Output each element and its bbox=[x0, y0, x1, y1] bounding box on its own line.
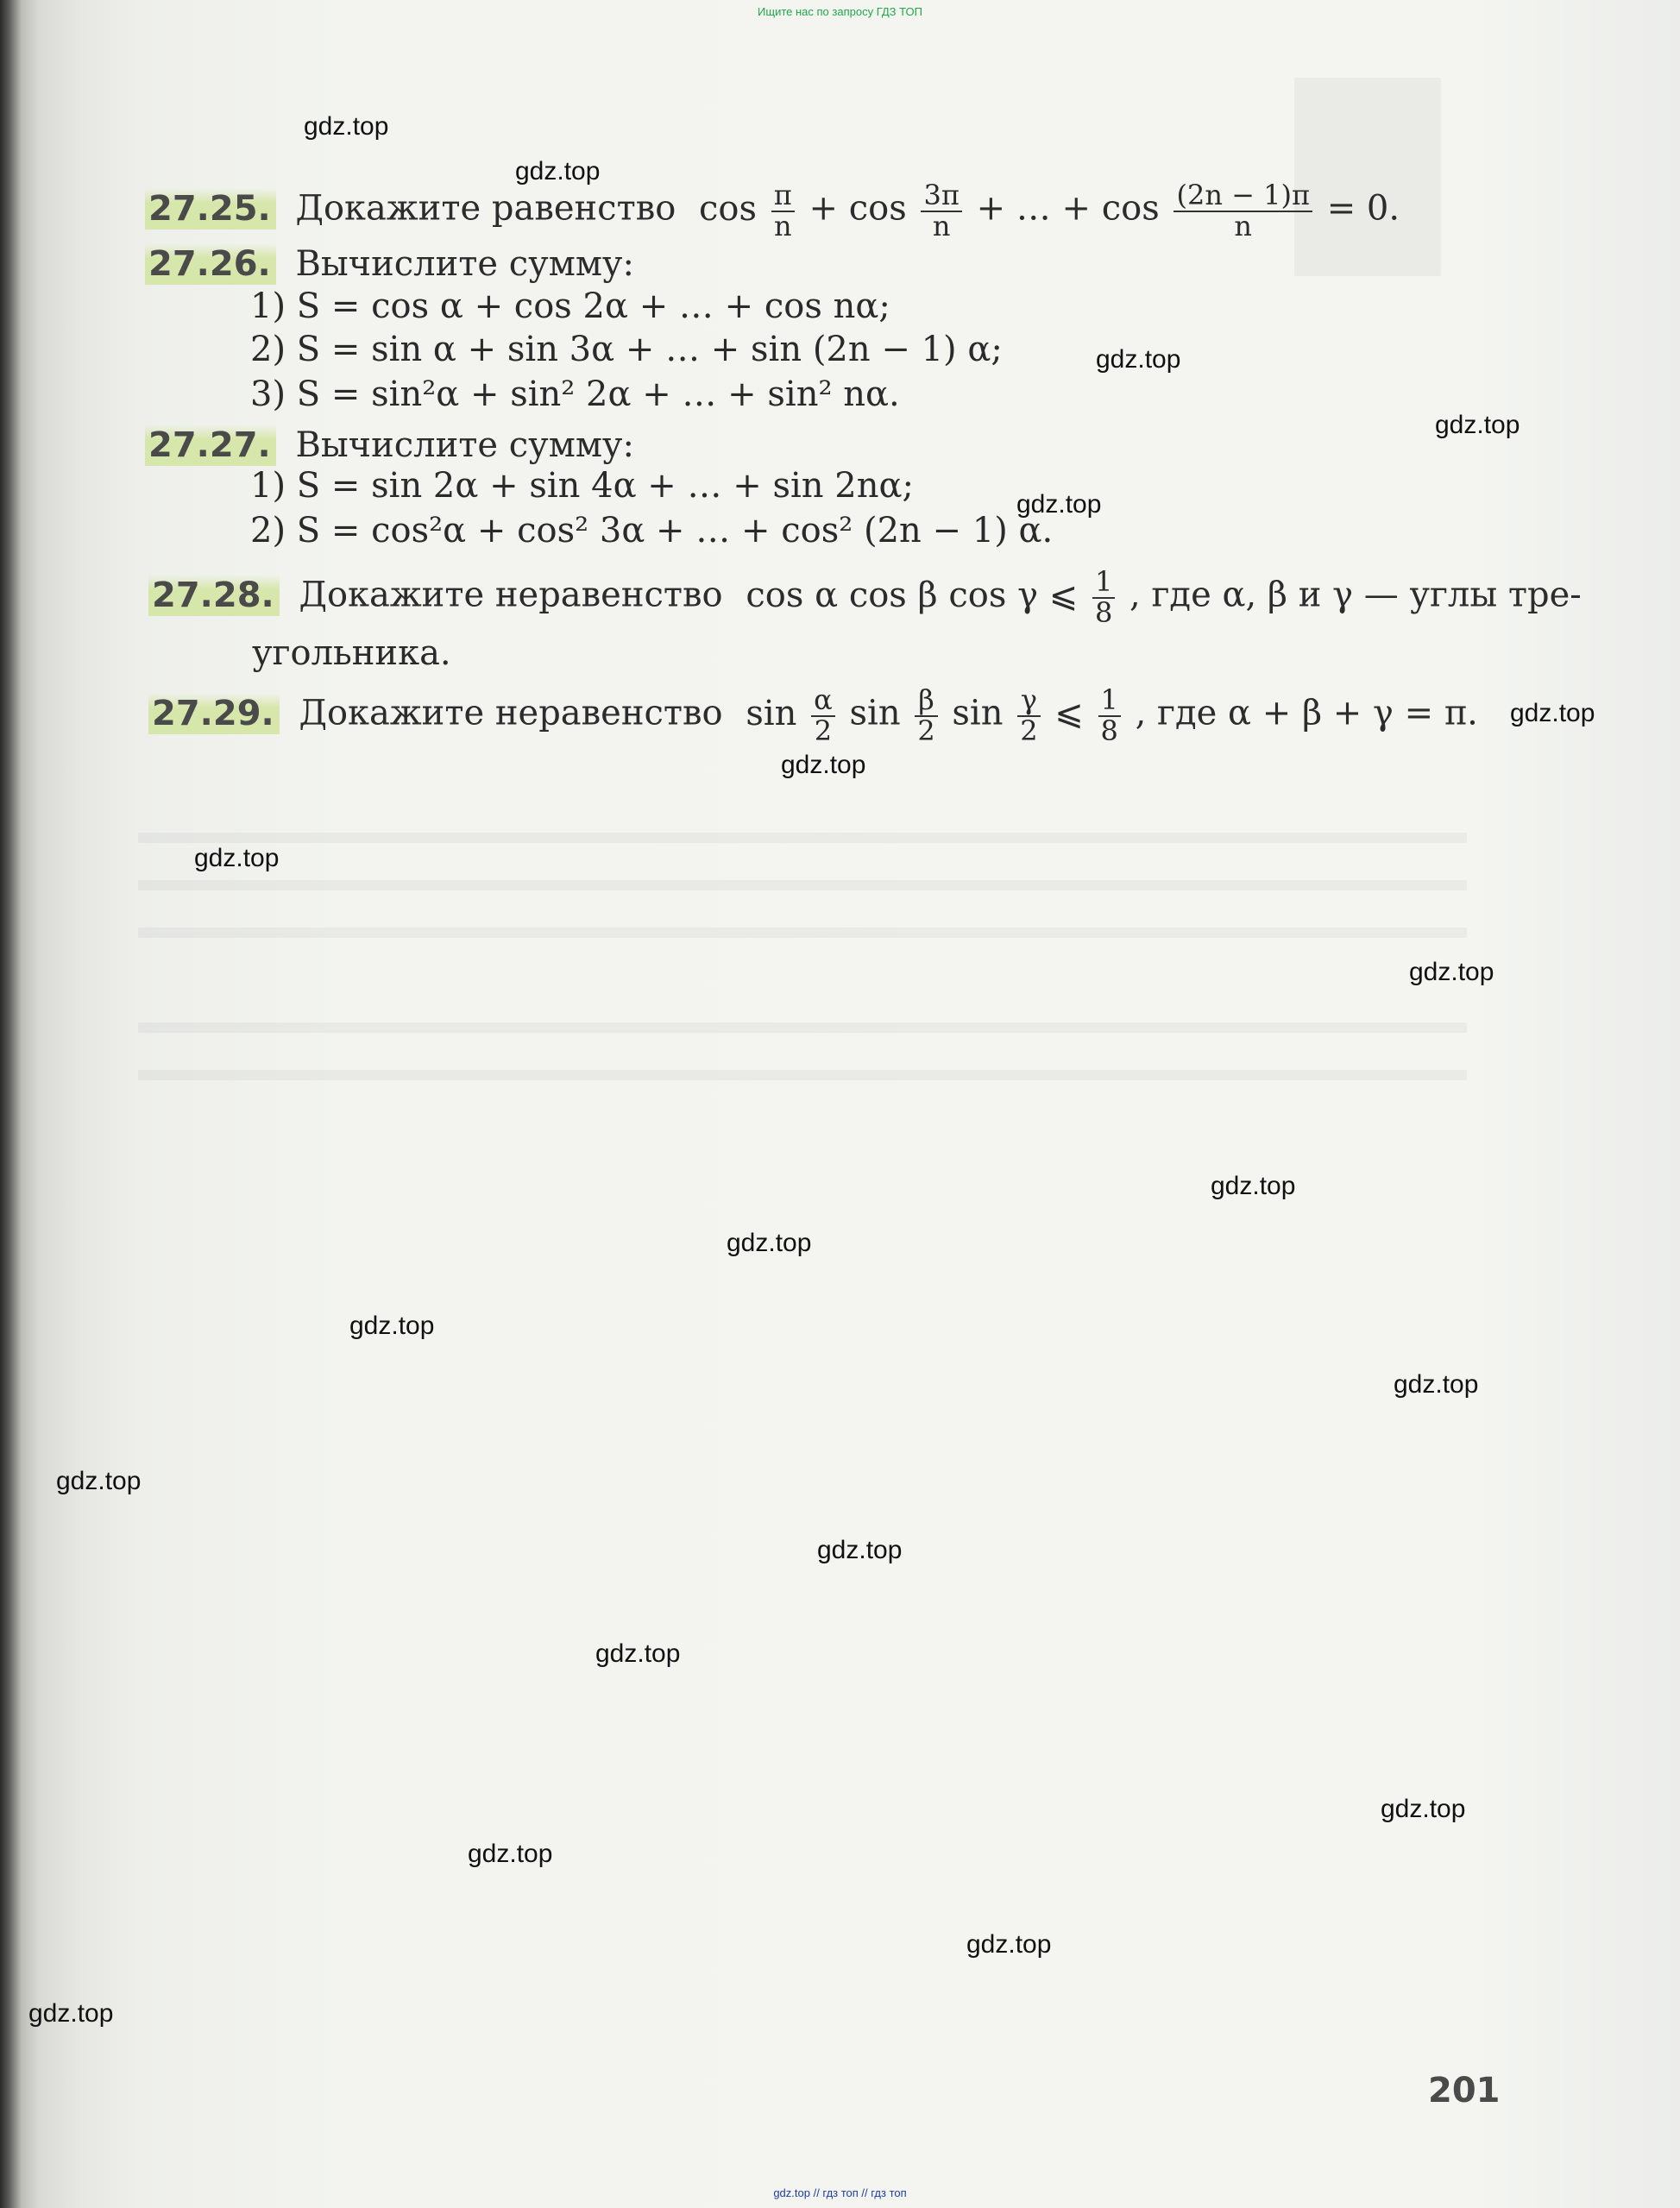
watermark: gdz.top bbox=[727, 1229, 812, 1257]
sub-item: 1) S = sin 2α + sin 4α + … + sin 2nα; bbox=[250, 466, 914, 506]
problem-27-28 bbox=[148, 565, 1582, 629]
watermark: gdz.top bbox=[817, 1536, 903, 1564]
bleed-through-shape bbox=[1294, 78, 1441, 276]
problem-number: 27.25. bbox=[145, 188, 276, 230]
problem-continuation: угольника. bbox=[252, 633, 451, 673]
formula-part: , где α, β и γ — углы тре- bbox=[1129, 575, 1582, 615]
watermark: gdz.top bbox=[349, 1312, 435, 1340]
problem-27-26 bbox=[145, 243, 634, 285]
formula-part: + cos bbox=[809, 188, 907, 229]
formula-part: sin bbox=[746, 693, 797, 733]
problem-number: 27.29. bbox=[148, 693, 280, 734]
watermark: gdz.top bbox=[515, 157, 601, 186]
fraction: $\frac{\beta}{2}$ bbox=[915, 686, 937, 745]
bleed-through-shape bbox=[138, 1022, 1467, 1033]
problem-text: Докажите неравенство bbox=[299, 575, 723, 615]
formula-part: sin bbox=[849, 693, 901, 733]
sub-item: 3) S = sin²α + sin² 2α + … + sin² nα. bbox=[250, 374, 900, 414]
watermark: gdz.top bbox=[1435, 411, 1520, 439]
top-banner: Ищите нас по запросу ГДЗ ТОП bbox=[758, 5, 922, 18]
problem-text: Докажите равенство bbox=[295, 188, 676, 229]
formula-part: cos α cos β cos γ ⩽ bbox=[746, 575, 1079, 615]
bleed-through-shape bbox=[138, 1070, 1467, 1080]
watermark: gdz.top bbox=[1409, 958, 1494, 986]
watermark: gdz.top bbox=[595, 1639, 681, 1668]
formula-part: cos bbox=[699, 188, 758, 229]
bleed-through-shape bbox=[138, 928, 1467, 938]
formula-part: sin bbox=[952, 693, 1004, 733]
watermark: gdz.top bbox=[1096, 345, 1181, 374]
bottom-banner: gdz.top // гдз топ // гдз топ bbox=[773, 2186, 907, 2199]
formula-part: ⩽ bbox=[1054, 693, 1084, 733]
problem-number: 27.26. bbox=[145, 243, 276, 285]
watermark: gdz.top bbox=[966, 1930, 1052, 1959]
watermark: gdz.top bbox=[781, 751, 866, 779]
problem-number: 27.28. bbox=[148, 575, 280, 616]
fraction: $\frac{3\pi}{n}$ bbox=[921, 181, 961, 241]
fraction: $\frac{1}{8}$ bbox=[1098, 686, 1121, 745]
problem-27-29 bbox=[148, 683, 1478, 747]
problem-text: Вычислите сумму: bbox=[295, 244, 634, 284]
fraction: $\frac{\alpha}{2}$ bbox=[811, 686, 835, 745]
watermark: gdz.top bbox=[56, 1467, 142, 1495]
fraction: $\frac{\gamma}{2}$ bbox=[1017, 686, 1040, 745]
bleed-through-shape bbox=[138, 833, 1467, 843]
sub-item: 2) S = cos²α + cos² 3α + … + cos² (2n − 1) α. bbox=[250, 511, 1054, 550]
watermark: gdz.top bbox=[1381, 1795, 1466, 1823]
watermark: gdz.top bbox=[28, 1999, 114, 2028]
problem-text: Вычислите сумму: bbox=[295, 425, 634, 465]
sub-item: 2) S = sin α + sin 3α + … + sin (2n − 1) α; bbox=[250, 330, 1003, 369]
formula-part: + … + cos bbox=[976, 188, 1160, 229]
problem-27-27 bbox=[145, 425, 634, 466]
formula-part: , где α + β + γ = π. bbox=[1135, 693, 1478, 733]
problem-27-25 bbox=[145, 181, 1400, 241]
problem-text: Докажите неравенство bbox=[299, 693, 723, 733]
watermark: gdz.top bbox=[1510, 699, 1595, 727]
problem-number: 27.27. bbox=[145, 425, 276, 466]
page-number: 201 bbox=[1428, 2071, 1501, 2110]
fraction: $\frac{\pi}{n}$ bbox=[771, 181, 795, 241]
watermark: gdz.top bbox=[1016, 490, 1102, 519]
watermark: gdz.top bbox=[1211, 1172, 1296, 1200]
watermark: gdz.top bbox=[1394, 1370, 1479, 1399]
fraction: $\frac{(2n - 1)\pi}{n}$ bbox=[1173, 181, 1312, 241]
fraction: $\frac{1}{8}$ bbox=[1092, 568, 1115, 627]
sub-item: 1) S = cos α + cos 2α + … + cos nα; bbox=[250, 286, 890, 326]
watermark: gdz.top bbox=[468, 1840, 553, 1868]
watermark: gdz.top bbox=[194, 844, 280, 872]
bleed-through-shape bbox=[138, 880, 1467, 890]
formula-part: = 0. bbox=[1326, 188, 1400, 229]
watermark: gdz.top bbox=[304, 112, 389, 141]
